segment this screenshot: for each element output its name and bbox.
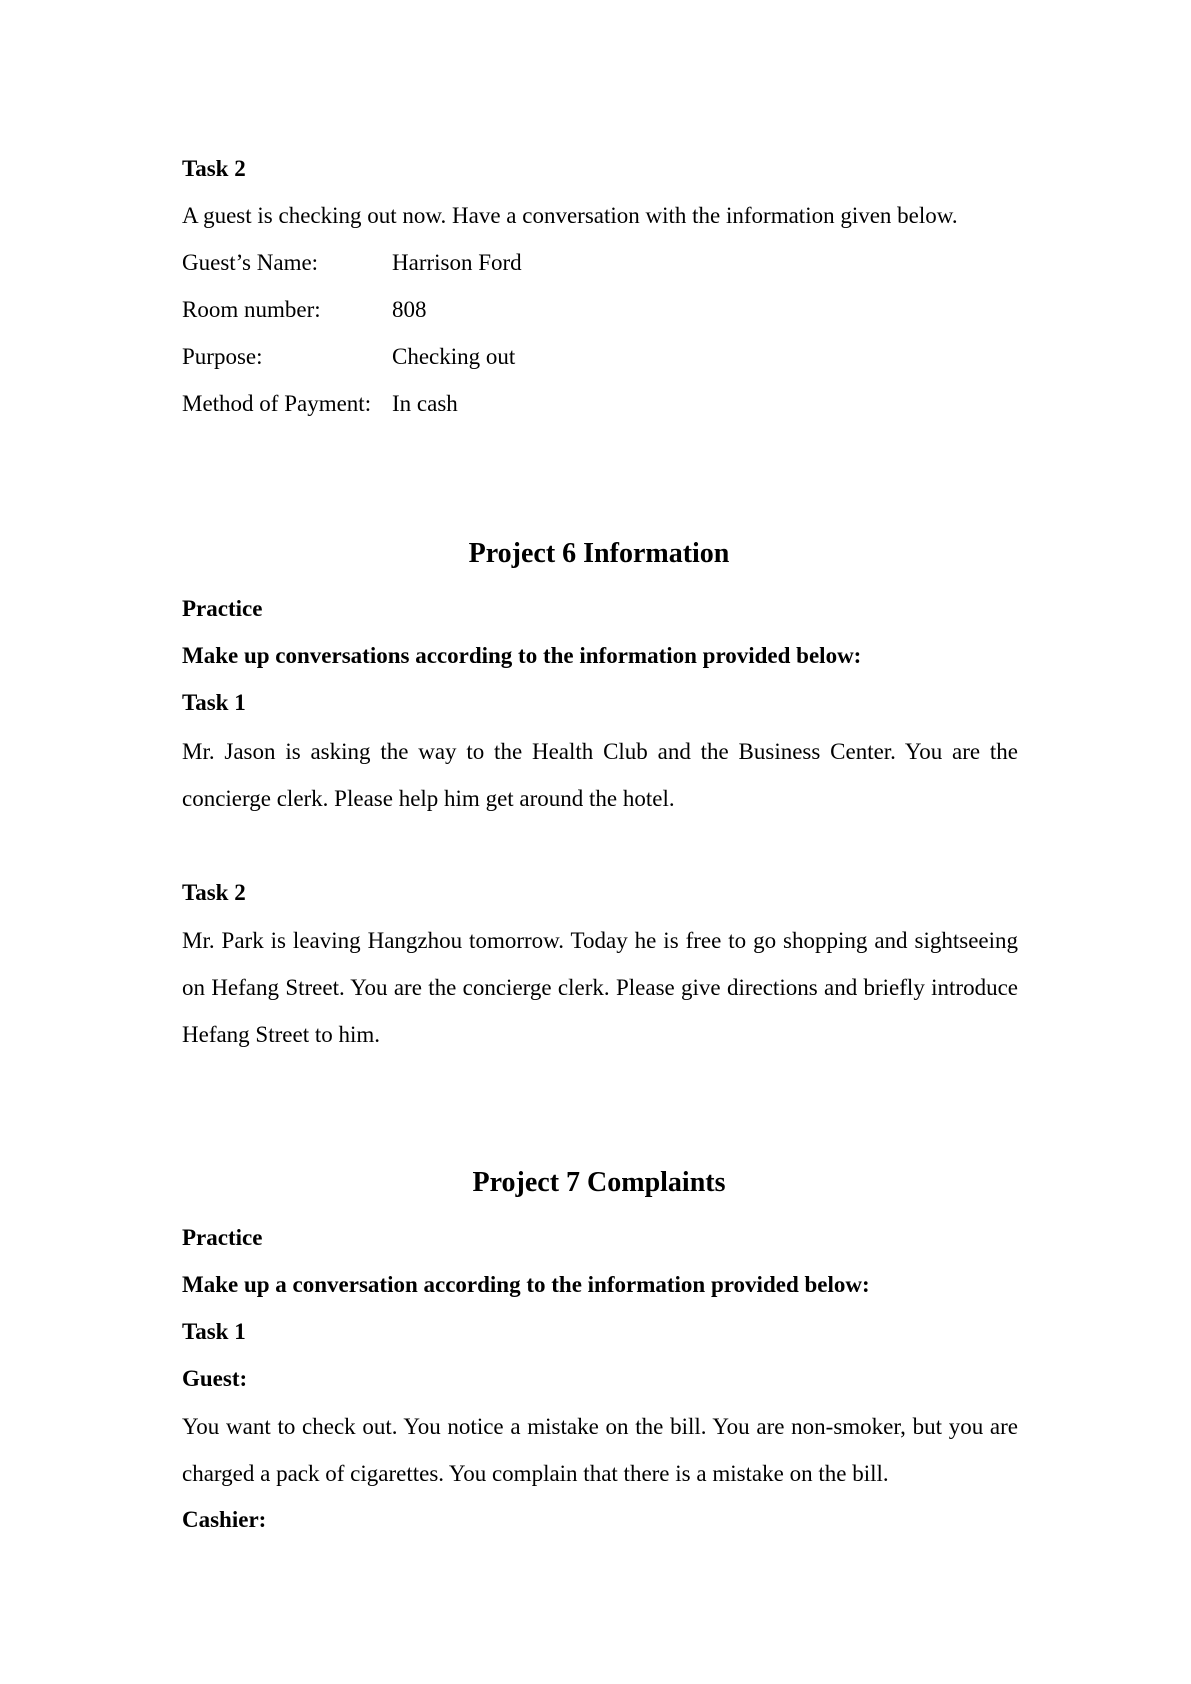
- project7-guest-text: You want to check out. You notice a mistake on the bill. You are non-smoker, but you are charged a pack of cigarettes. You complain that there is a mistake on the bill.: [182, 1414, 1018, 1486]
- info-label: Guest’s Name:: [182, 250, 319, 275]
- info-label: Purpose:: [182, 344, 263, 369]
- project7-task1-heading: Task 1: [182, 1319, 246, 1344]
- info-row-purpose: [182, 343, 515, 371]
- project6-task2-heading: Task 2: [182, 880, 246, 905]
- info-value: Harrison Ford: [392, 250, 522, 275]
- project6-practice: Practice: [182, 596, 263, 621]
- project6-task1-text: Mr. Jason is asking the way to the Health Club and the Business Center. You are the concierge clerk. Please help him get around the hotel.: [182, 739, 1018, 811]
- project7-instruction: Make up a conversation according to the information provided below:: [182, 1272, 870, 1297]
- project6-task1-heading: Task 1: [182, 690, 246, 715]
- info-value: Checking out: [392, 344, 516, 369]
- info-row-payment-method: [182, 390, 458, 418]
- project7-cashier-heading: Cashier:: [182, 1507, 267, 1532]
- project7-practice: Practice: [182, 1225, 263, 1250]
- info-row-guest-name: [182, 249, 522, 277]
- project6-instruction: Make up conversations according to the information provided below:: [182, 643, 862, 668]
- info-row-room-number: [182, 296, 427, 324]
- info-value: 808: [392, 297, 427, 322]
- project6-task2-text: Mr. Park is leaving Hangzhou tomorrow. Today he is free to go shopping and sightseeing on Hefang Street. You are the concierge clerk. Please give directions and briefly introduce Hefang Street to him.: [182, 928, 1018, 1047]
- info-value: In cash: [392, 391, 458, 416]
- project6-title: Project 6 Information: [468, 538, 730, 569]
- info-label: Room number:: [182, 297, 321, 322]
- info-label: Method of Payment:: [182, 391, 372, 416]
- project7-guest-heading: Guest:: [182, 1366, 248, 1391]
- task2-instruction: A guest is checking out now. Have a conversation with the information given below.: [182, 203, 958, 228]
- project7-title: Project 7 Complaints: [472, 1167, 726, 1198]
- task2-heading: Task 2: [182, 156, 246, 181]
